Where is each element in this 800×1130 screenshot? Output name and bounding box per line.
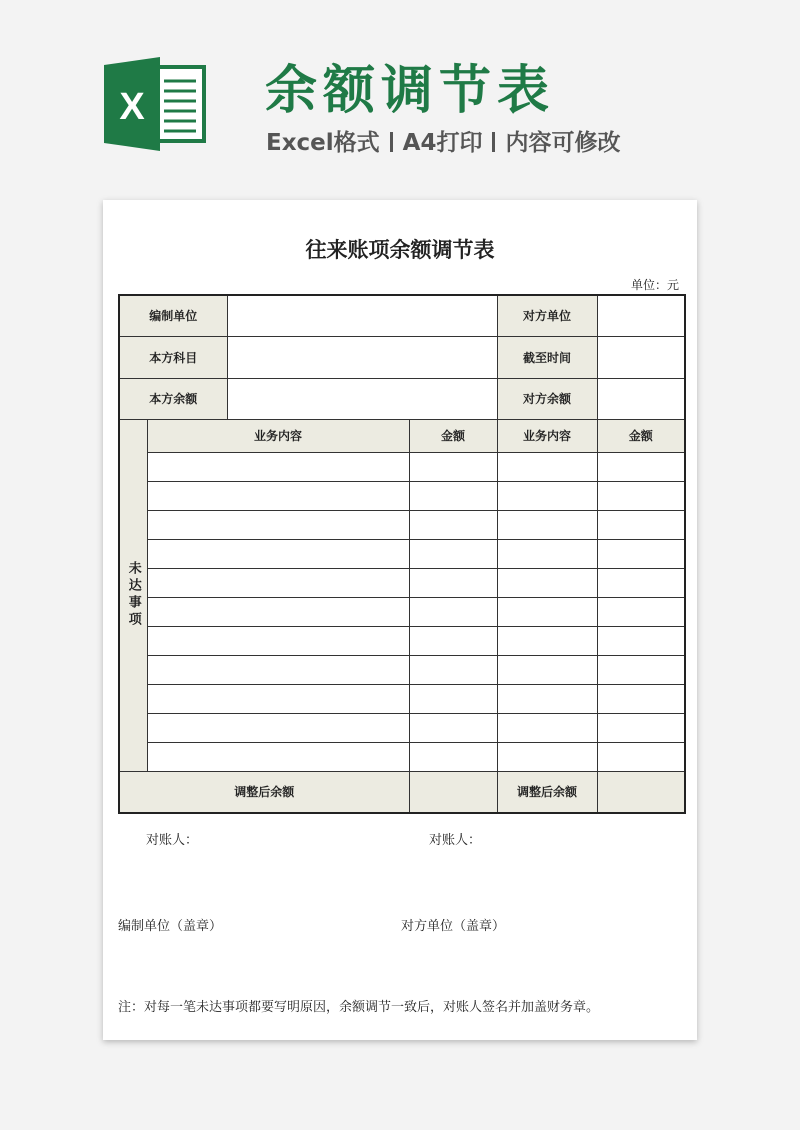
subtitle-divider — [492, 132, 495, 152]
section-label: 未达事项 — [125, 561, 141, 629]
column-header: 金额 — [409, 419, 497, 452]
table-cell[interactable] — [409, 510, 497, 539]
info-row — [119, 378, 685, 419]
excel-logo-letter: X — [119, 86, 145, 128]
table-cell[interactable] — [597, 684, 685, 713]
table-cell[interactable] — [409, 684, 497, 713]
banner — [0, 0, 800, 200]
unit-label: 单位：元 — [630, 278, 679, 292]
table-row — [119, 539, 685, 568]
table-cell[interactable] — [497, 655, 597, 684]
document-page — [103, 200, 697, 1040]
table-cell[interactable] — [597, 626, 685, 655]
table-cell[interactable] — [409, 597, 497, 626]
table-cell[interactable] — [409, 742, 497, 771]
table-cell[interactable] — [497, 713, 597, 742]
table-cell[interactable] — [497, 597, 597, 626]
info-value-cell[interactable] — [227, 336, 497, 378]
table-cell[interactable] — [497, 452, 597, 481]
table-cell[interactable] — [597, 510, 685, 539]
table-cell[interactable] — [497, 481, 597, 510]
table-cell[interactable] — [597, 452, 685, 481]
table-cell[interactable] — [147, 597, 409, 626]
table-cell[interactable] — [497, 510, 597, 539]
checker-label-left: 对账人： — [146, 833, 199, 848]
document-title: 往来账项余额调节表 — [305, 238, 495, 262]
info-row — [119, 295, 685, 336]
table-cell[interactable] — [409, 626, 497, 655]
info-value-cell[interactable] — [227, 378, 497, 419]
adjusted-balance-label-right: 调整后余额 — [497, 771, 597, 813]
table-cell[interactable] — [147, 481, 409, 510]
adjusted-balance-row — [119, 771, 685, 813]
table-cell[interactable] — [147, 655, 409, 684]
info-label-left: 本方科目 — [119, 336, 227, 378]
info-label-left: 编制单位 — [119, 295, 227, 336]
info-value-cell[interactable] — [597, 295, 685, 336]
column-header: 业务内容 — [497, 419, 597, 452]
checker-label-right: 对账人： — [429, 833, 482, 848]
table-cell[interactable] — [147, 742, 409, 771]
table-cell[interactable] — [497, 742, 597, 771]
info-value-cell[interactable] — [227, 295, 497, 336]
section-label-cell — [119, 419, 147, 771]
table-row — [119, 626, 685, 655]
table-cell[interactable] — [597, 481, 685, 510]
table-cell[interactable] — [597, 742, 685, 771]
banner-title: 余额调节表 — [265, 61, 556, 121]
table-row — [119, 713, 685, 742]
table-cell[interactable] — [497, 539, 597, 568]
table-row — [119, 742, 685, 771]
reconciliation-table — [118, 294, 686, 814]
table-cell[interactable] — [597, 539, 685, 568]
table-cell[interactable] — [597, 568, 685, 597]
table-cell[interactable] — [497, 626, 597, 655]
subtitle-divider — [390, 132, 393, 152]
info-row — [119, 336, 685, 378]
subtitle-editable: 内容可修改 — [505, 130, 621, 156]
table-cell[interactable] — [147, 568, 409, 597]
footnote: 注：对每一笔未达事项都要写明原因，余额调节一致后，对账人签名并加盖财务章。 — [118, 1000, 600, 1015]
adjusted-balance-value-left[interactable] — [409, 771, 497, 813]
info-label-right: 对方单位 — [497, 295, 597, 336]
table-cell[interactable] — [597, 597, 685, 626]
table-cell[interactable] — [147, 452, 409, 481]
info-label-right: 对方余额 — [497, 378, 597, 419]
table-cell[interactable] — [597, 655, 685, 684]
column-header: 业务内容 — [147, 419, 409, 452]
table-cell[interactable] — [597, 713, 685, 742]
table-row — [119, 655, 685, 684]
column-header: 金额 — [597, 419, 685, 452]
table-cell[interactable] — [147, 510, 409, 539]
table-cell[interactable] — [147, 713, 409, 742]
subtitle-format: Excel格式 — [266, 130, 380, 156]
table-cell[interactable] — [409, 568, 497, 597]
table-cell[interactable] — [147, 626, 409, 655]
table-cell[interactable] — [497, 568, 597, 597]
banner-subtitle — [266, 124, 620, 157]
info-value-cell[interactable] — [597, 378, 685, 419]
table-cell[interactable] — [409, 713, 497, 742]
info-label-left: 本方余额 — [119, 378, 227, 419]
seal-label-right: 对方单位（盖章） — [401, 919, 506, 934]
table-row — [119, 452, 685, 481]
table-cell[interactable] — [147, 684, 409, 713]
adjusted-balance-label-left: 调整后余额 — [119, 771, 409, 813]
table-cell[interactable] — [409, 481, 497, 510]
table-row — [119, 568, 685, 597]
excel-logo-icon — [104, 57, 208, 151]
table-row — [119, 481, 685, 510]
table-row — [119, 684, 685, 713]
adjusted-balance-value-right[interactable] — [597, 771, 685, 813]
table-row — [119, 510, 685, 539]
info-value-cell[interactable] — [597, 336, 685, 378]
seal-label-left: 编制单位（盖章） — [118, 919, 223, 934]
info-label-right: 截至时间 — [497, 336, 597, 378]
table-cell[interactable] — [409, 539, 497, 568]
table-cell[interactable] — [147, 539, 409, 568]
table-cell[interactable] — [409, 655, 497, 684]
table-row — [119, 597, 685, 626]
subtitle-print: A4打印 — [402, 130, 483, 156]
table-cell[interactable] — [497, 684, 597, 713]
table-cell[interactable] — [409, 452, 497, 481]
column-header-row — [119, 419, 685, 452]
